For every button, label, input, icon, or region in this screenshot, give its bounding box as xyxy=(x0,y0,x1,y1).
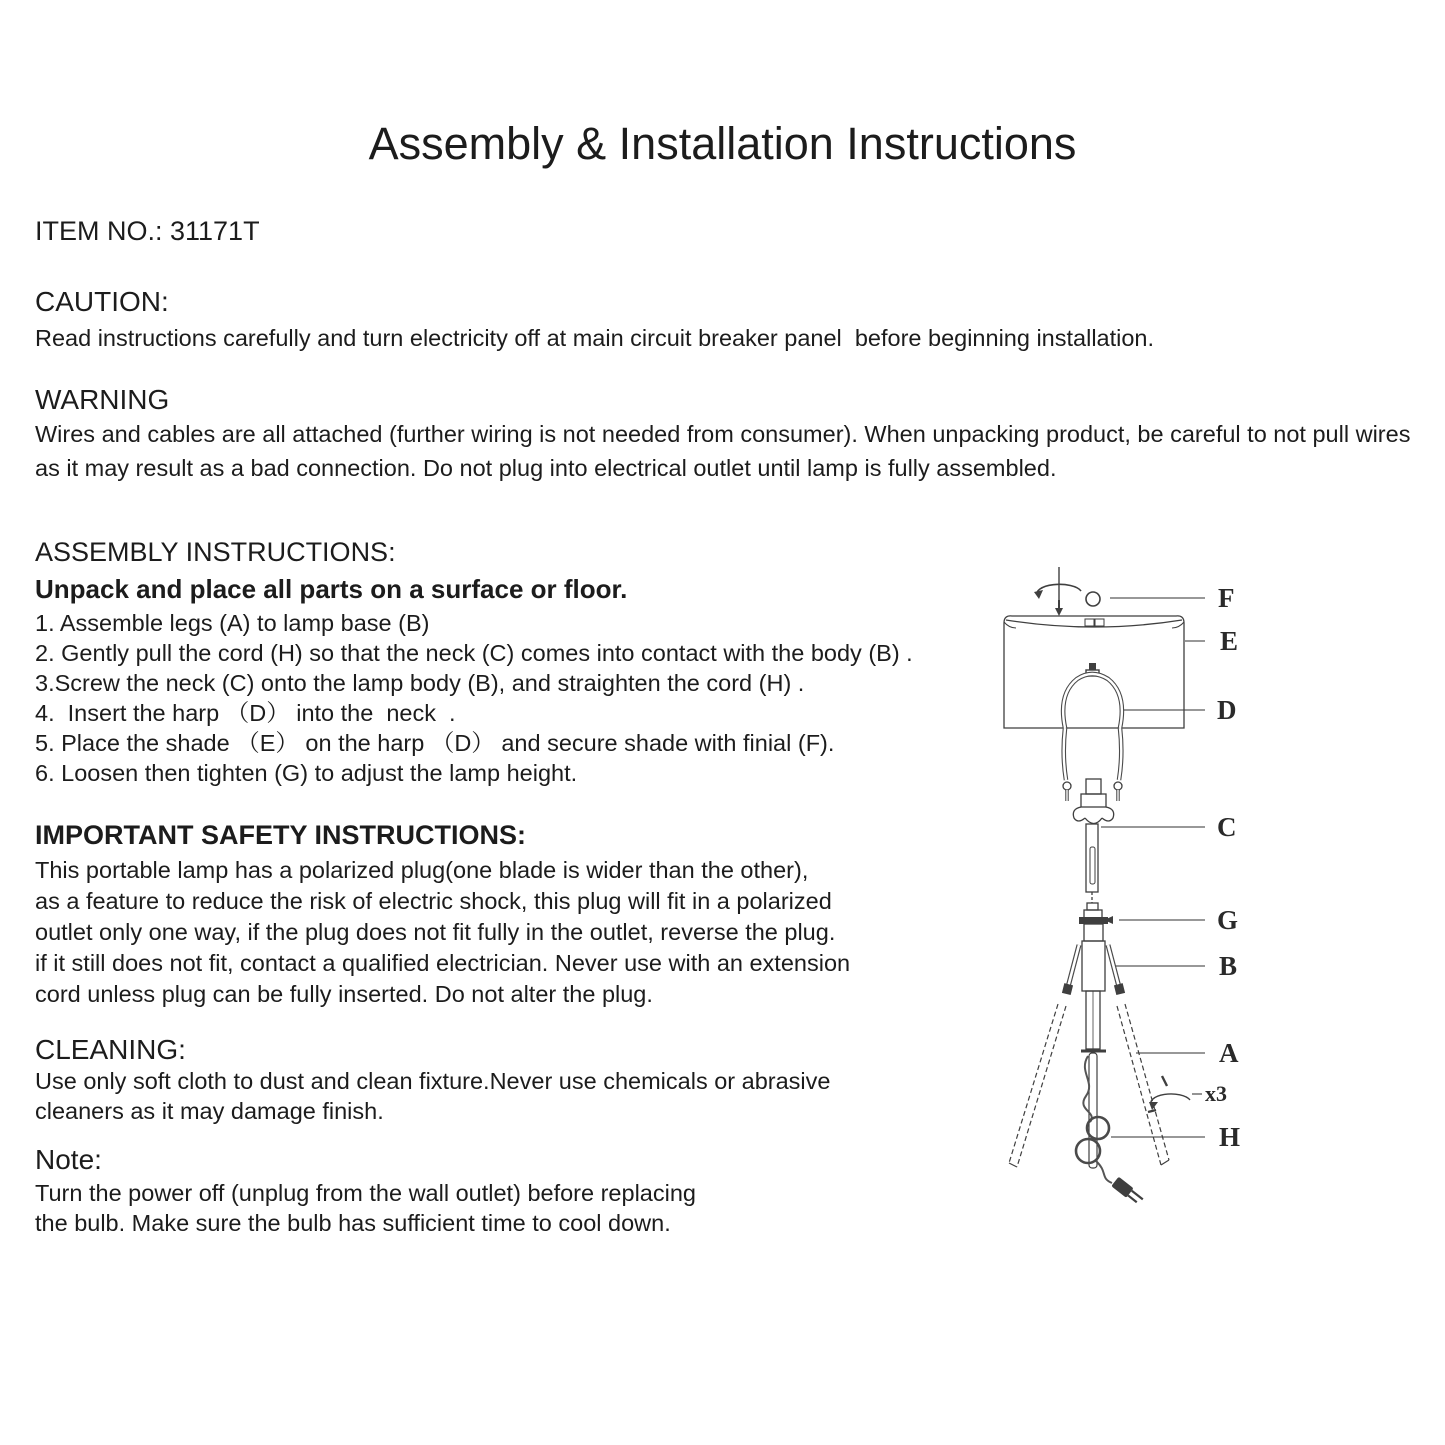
safety-line: cord unless plug can be fully inserted. Do not alter the plug. xyxy=(35,981,653,1007)
safety-line: outlet only one way, if the plug does not fit fully in the outlet, reverse the plug. xyxy=(35,919,836,945)
note-line: Turn the power off (unplug from the wall outlet) before replacing xyxy=(35,1180,696,1206)
safety-line: if it still does not fit, contact a qualified electrician. Never use with an extension xyxy=(35,950,851,976)
part-label-adjuster: G xyxy=(1217,905,1239,935)
part-label-finial: F xyxy=(1218,583,1235,613)
note-heading: Note: xyxy=(35,1144,102,1175)
part-label-quantity: x3 xyxy=(1205,1081,1227,1106)
page-title: Assembly & Installation Instructions xyxy=(368,118,1077,169)
body-drawing xyxy=(1062,924,1125,1051)
assembly-step: 1. Assemble legs (A) to lamp base (B) xyxy=(35,610,430,636)
safety-line: as a feature to reduce the risk of electric shock, this plug will fit in a polarized xyxy=(35,888,832,914)
part-label-shade: E xyxy=(1220,626,1239,656)
part-label-body: B xyxy=(1219,951,1238,981)
assembly-step: 5. Place the shade （E） on the harp （D） and secure shade with finial (F). xyxy=(35,730,835,756)
part-label-neck: C xyxy=(1217,812,1237,842)
rotation-arrow-icon xyxy=(1148,1076,1190,1112)
part-label-harp: D xyxy=(1217,695,1237,725)
warning-heading: WARNING xyxy=(35,384,170,415)
assembly-step: 2. Gently pull the cord (H) so that the neck (C) comes into contact with the body (B) . xyxy=(35,640,913,666)
finial-drawing xyxy=(1034,567,1100,616)
adjuster-drawing xyxy=(1079,916,1113,924)
assembly-step: 4. Insert the harp （D） into the neck . xyxy=(35,700,456,726)
assembly-subheading: Unpack and place all parts on a surface or floor. xyxy=(35,574,628,604)
safety-line: This portable lamp has a polarized plug(one blade is wider than the other), xyxy=(35,857,809,883)
cleaning-line: cleaners as it may damage finish. xyxy=(35,1098,384,1124)
part-label-leg: A xyxy=(1219,1038,1239,1068)
caution-text: Read instructions carefully and turn electricity off at main circuit breaker panel before beginning installation. xyxy=(35,325,1155,351)
warning-line: Wires and cables are all attached (further wiring is not needed from consumer). When unpacking product, be careful to not pull wires xyxy=(35,421,1411,447)
assembly-step: 6. Loosen then tighten (G) to adjust the lamp height. xyxy=(35,760,578,786)
safety-heading: IMPORTANT SAFETY INSTRUCTIONS: xyxy=(35,820,526,850)
assembly-step: 3.Screw the neck (C) onto the lamp body (B), and straighten the cord (H) . xyxy=(35,670,805,696)
cleaning-heading: CLEANING: xyxy=(35,1034,186,1065)
item-number: ITEM NO.: 31171T xyxy=(35,216,260,246)
cleaning-line: Use only soft cloth to dust and clean fixture.Never use chemicals or abrasive xyxy=(35,1068,831,1094)
leader-lines xyxy=(1101,598,1205,1137)
harp-drawing xyxy=(1063,663,1122,801)
note-line: the bulb. Make sure the bulb has sufficient time to cool down. xyxy=(35,1210,671,1236)
socket-neck-drawing xyxy=(1073,779,1113,918)
cord-drawing xyxy=(1076,1056,1145,1206)
assembly-heading: ASSEMBLY INSTRUCTIONS: xyxy=(35,537,396,567)
warning-line: as it may result as a bad connection. Do not plug into electrical outlet until lamp is fully assembled. xyxy=(35,455,1057,481)
plug-drawing xyxy=(1111,1177,1144,1207)
caution-heading: CAUTION: xyxy=(35,286,169,317)
part-label-cord: H xyxy=(1219,1122,1241,1152)
